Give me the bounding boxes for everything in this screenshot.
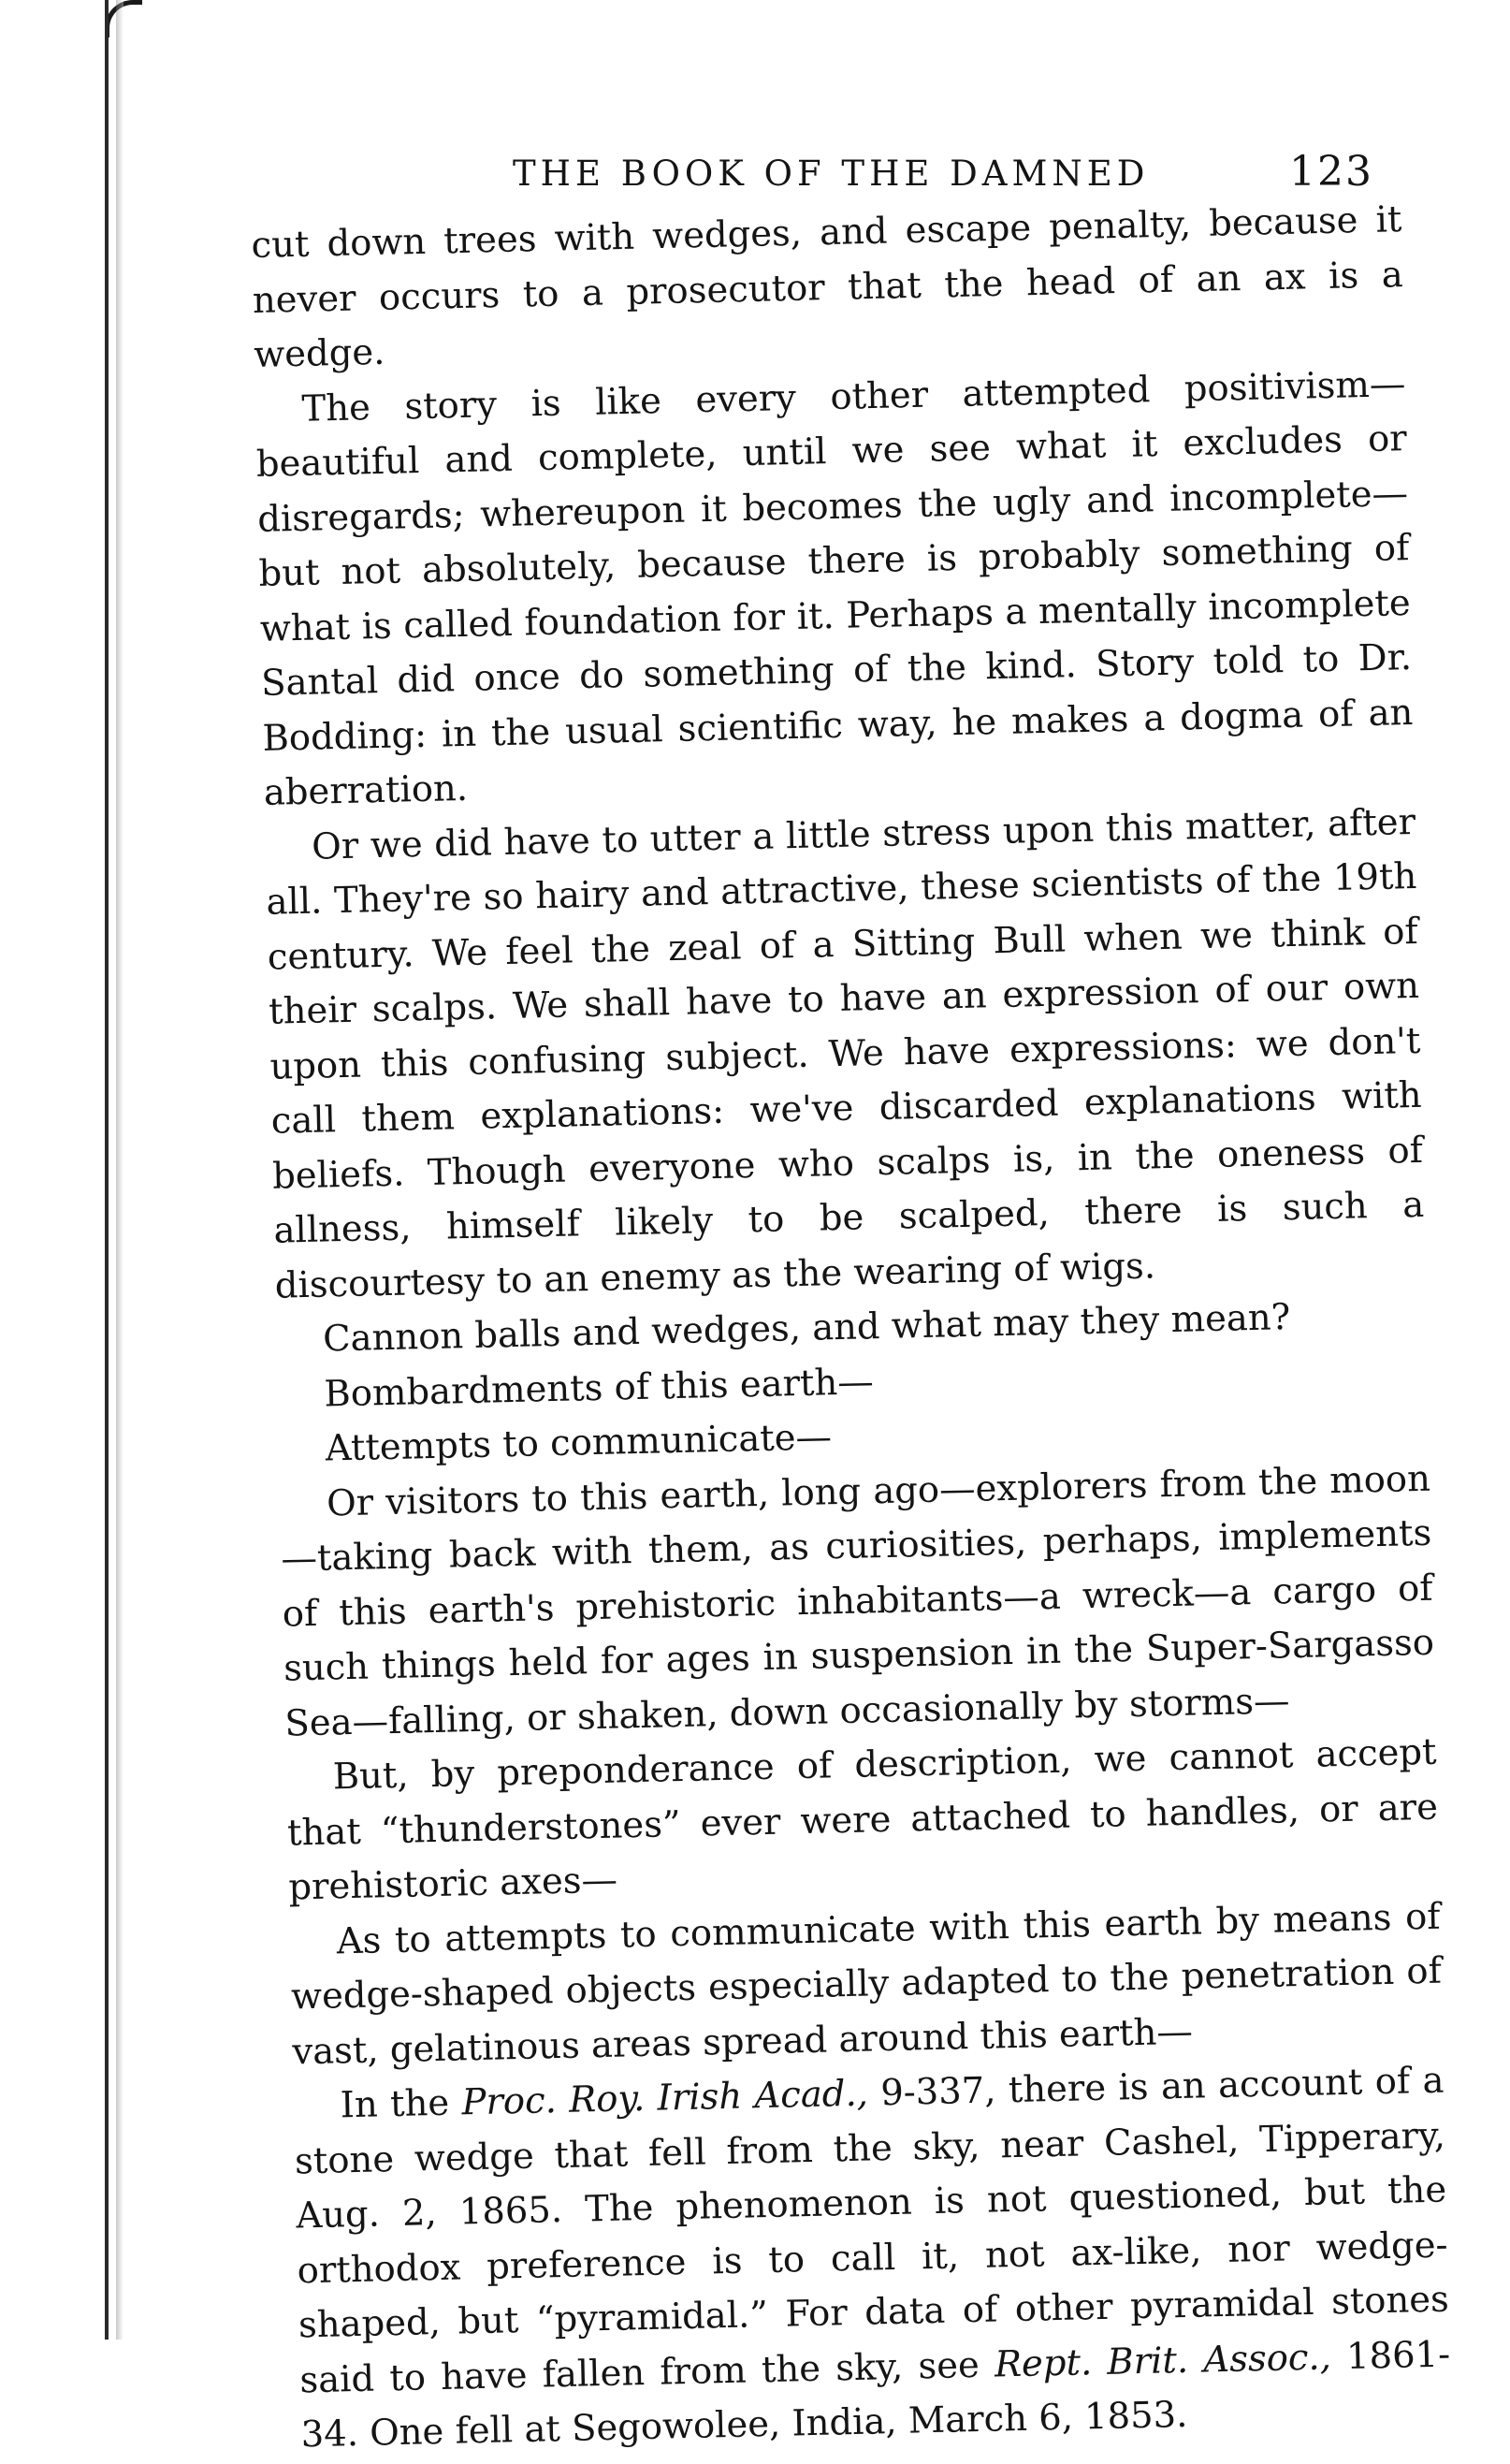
page-number: 123: [1289, 148, 1373, 196]
paragraph: Bombardments of this earth—: [323, 1360, 875, 1416]
binding-corner: [105, 0, 142, 37]
citation-text: In the: [340, 2081, 463, 2127]
paragraph: Cannon balls and wedges, and what may they mean?: [322, 1296, 1291, 1361]
paragraph: As to attempts to communicate with this earth by means of wedge-shaped objects especially adapted to the penetration of vast, gelatinous areas spread around this earth—: [290, 1895, 1443, 2073]
citation-text: 9-337, there is an account of a stone wedge that fell from the sky, near Cashel, Tipperary, Aug. 2, 1865. The phenomenon is not questioned, but the orthodox preference is to call it, not ax-like, nor wedge-shaped, but “pyramidal.” For data of other pyramidal stones said to have fallen from the sky, see: [294, 2059, 1450, 2401]
binding-shadow: [116, 0, 123, 2340]
binding-spine-line: [105, 0, 109, 2340]
body-text: [251, 193, 1452, 2463]
book-page: [251, 140, 1451, 2464]
paragraph-citations: [293, 2054, 1452, 2463]
paragraph: Or visitors to this earth, long ago—explorers from the moon—taking back with them, as curiosities, perhaps, implements of this earth's prehistoric inhabitants—a wreck—a cargo of such things held for ages in suspension in the Super-Sargasso Sea—falling, or shaken, down occasionally by storms—: [280, 1457, 1435, 1745]
paragraph: But, by preponderance of description, we cannot accept that “thunderstones” ever were attached to handles, or are prehistoric axes—: [286, 1730, 1439, 1909]
book-binding-edge: [0, 0, 140, 2340]
journal-title: Proc. Roy. Irish Acad.,: [461, 2072, 869, 2124]
paragraph: Or we did have to utter a little stress upon this matter, after all. They're so hairy and attractive, these scientists of the 19th century. We feel the zeal of a Sitting Bull when we think of their scalps. We shall have to have an expression of our own upon this confusing subject. We have expressions: we don't call them explanations: we've discarded explanations with beliefs. Though everyone who scalps is, in the oneness of allness, himself likely to be scalped, there is such a discourtesy to an enemy as the wearing of wigs.: [266, 800, 1425, 1307]
running-title: THE BOOK OF THE DAMNED: [513, 153, 1150, 194]
citation-text: 1861-34. One fell at Segowolee, India, March 6, 1853.: [300, 2333, 1451, 2457]
paragraph: The story is like every other attempted positivism—beautiful and complete, until we see what it excludes or disregards; whereupon it becomes the ugly and incomplete—but not absolutely, because there is probably something of what is called foundation for it. Perhaps a mentally incomplete Santal did once do something of the kind. Story told to Dr. Bodding: in the usual scientific way, he makes a dogma of an aberration.: [255, 362, 1414, 814]
journal-title: Rept. Brit. Assoc.,: [994, 2335, 1332, 2386]
paragraph-continuation: cut down trees with wedges, and escape penalty, because it never occurs to a prosecutor that the head of an ax is a wedge.: [251, 198, 1404, 376]
paragraph: Attempts to communicate—: [325, 1416, 833, 1470]
